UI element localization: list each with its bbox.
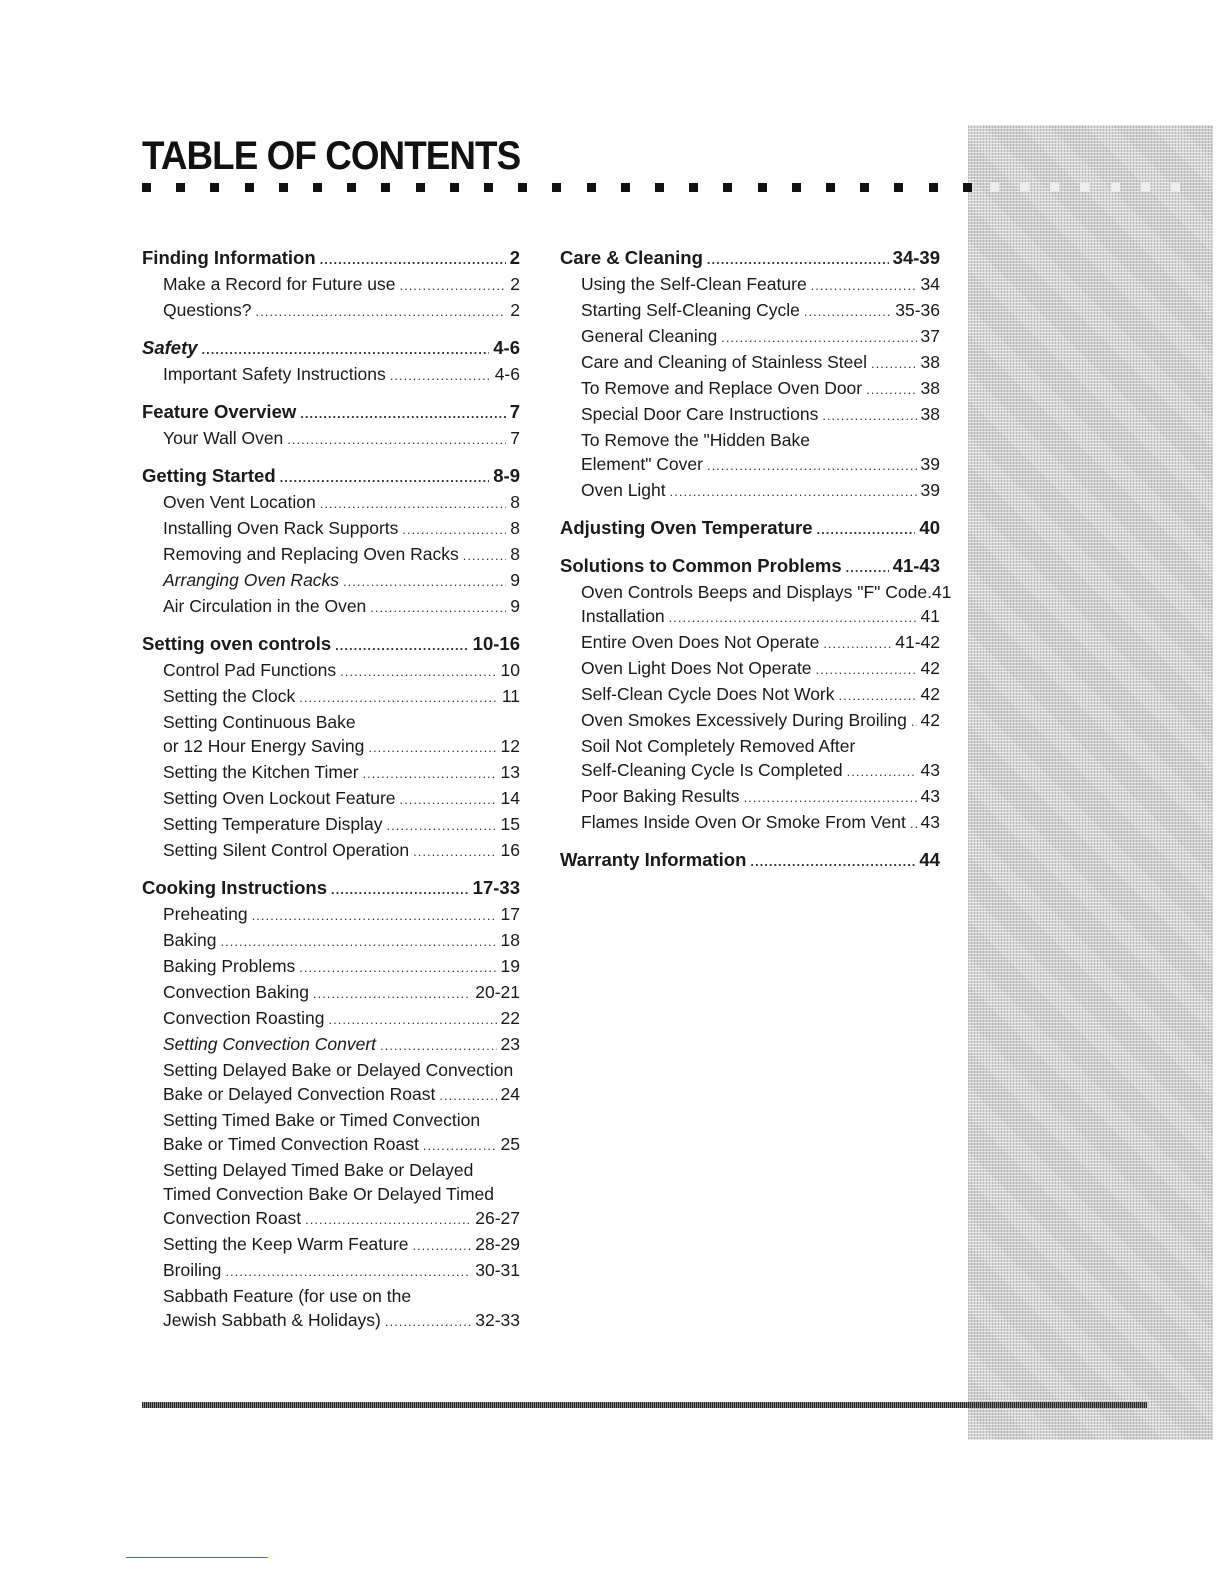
toc-entry-label: Baking Problems [163,956,296,976]
toc-entry-label: Setting Oven Lockout Feature [163,788,396,808]
toc-entry[interactable] [142,490,520,516]
toc-entry[interactable] [142,1206,520,1232]
toc-section [142,246,520,324]
toc-heading-label: Cooking Instructions [142,877,327,898]
toc-entry-label: Arranging Oven Racks [163,570,340,590]
toc-entry-label: Oven Light [581,480,666,500]
decorative-sidebar-band [968,125,1213,1440]
toc-entry-page-number: 13 [500,762,520,782]
toc-entry-leader-dots [343,570,506,594]
toc-heading[interactable] [560,554,940,580]
toc-entry-leader-dots [439,1084,496,1108]
toc-section [560,516,940,542]
toc-entry[interactable] [560,604,940,630]
toc-entry[interactable] [142,1032,520,1058]
toc-heading-leader-dots [300,402,505,426]
toc-heading[interactable] [142,464,520,490]
toc-section [142,400,520,452]
toc-entry-label: Setting Convection Convert [163,1034,377,1054]
toc-entry-label: Installation [581,606,665,626]
toc-entry-page-number: 43 [920,760,940,780]
toc-entry-page-number: 11 [501,686,520,706]
toc-heading-label: Care & Cleaning [560,247,703,268]
toc-entry-line: Timed Convection Bake Or Delayed Timed [163,1184,495,1204]
page-title: TABLE OF CONTENTS [142,134,521,178]
toc-heading-leader-dots [707,248,889,272]
toc-entry-line: To Remove the "Hidden Bake [581,430,810,450]
toc-entry-page-number: 39 [920,454,940,474]
toc-entry-label: Setting the Keep Warm Feature [163,1234,409,1254]
toc-entry-page-number: 39 [920,480,940,500]
toc-section [142,464,520,620]
toc-entry[interactable] [142,684,520,710]
toc-entry[interactable] [142,594,520,620]
toc-entry-line: Setting Delayed Bake or Delayed Convection [163,1060,514,1080]
toc-heading[interactable] [560,848,940,874]
toc-entry-leader-dots [370,596,506,620]
toc-heading-label: Adjusting Oven Temperature [560,517,813,538]
toc-entry-page-number: 43 [920,812,940,832]
toc-heading[interactable] [142,400,520,426]
toc-entry-leader-dots [390,364,491,388]
toc-entry-label: Convection Baking [163,982,309,1002]
toc-entry-leader-dots [299,686,498,710]
toc-entry[interactable] [142,362,520,388]
toc-section [560,246,940,504]
toc-entry-leader-dots [399,274,506,298]
toc-entry-leader-dots [707,454,917,478]
toc-entry-leader-dots [911,710,917,734]
toc-entry[interactable] [142,272,520,298]
toc-heading[interactable] [142,632,520,658]
toc-entry-leader-dots [305,1208,471,1232]
toc-entry-page-number: 9 [510,596,520,616]
toc-entry[interactable] [560,758,940,784]
toc-heading-page-number: 10-16 [472,633,520,654]
toc-entry-label: Flames Inside Oven Or Smoke From Vent [581,812,906,832]
toc-entry-leader-dots [839,684,917,708]
toc-entry-page-number: 43 [920,786,940,806]
toc-entry-label: Jewish Sabbath & Holidays) [163,1310,381,1330]
toc-entry-label: Self-Clean Cycle Does Not Work [581,684,835,704]
toc-entry[interactable] [560,402,940,428]
toc-entry-page-number: 15 [500,814,520,834]
toc-entry-label: Your Wall Oven [163,428,284,448]
toc-entry-page-number: 8 [510,518,520,538]
toc-entry[interactable] [142,426,520,452]
toc-entry-page-number: 23 [500,1034,520,1054]
toc-section [142,336,520,388]
toc-entry-label: Setting the Clock [163,686,296,706]
toc-entry-label: Oven Light Does Not Operate [581,658,812,678]
toc-heading-page-number: 41-43 [892,555,940,576]
toc-entry-label: Poor Baking Results [581,786,740,806]
toc-entry-label: Air Circulation in the Oven [163,596,367,616]
toc-entry-leader-dots [252,904,497,928]
toc-heading[interactable] [560,246,940,272]
toc-entry[interactable] [142,516,520,542]
toc-entry-page-number: 16 [500,840,520,860]
toc-heading-leader-dots [750,850,915,874]
toc-entry-leader-dots [910,812,917,836]
toc-entry-page-number: 42 [920,710,940,730]
toc-heading-leader-dots [335,634,469,658]
toc-entry[interactable] [142,1082,520,1108]
toc-section [142,876,520,1334]
toc-entry[interactable] [560,272,940,298]
toc-heading-label: Warranty Information [560,849,747,870]
toc-heading-leader-dots [846,556,889,580]
toc-entry-label: Oven Controls Beeps and Displays "F" Code [581,582,928,602]
toc-heading-label: Solutions to Common Problems [560,555,842,576]
toc-entry-label: To Remove and Replace Oven Door [581,378,863,398]
toc-entry-label: Convection Roast [163,1208,302,1228]
toc-entry-leader-dots [804,300,891,324]
toc-entry-label: Setting Temperature Display [163,814,383,834]
toc-entry-label: Removing and Replacing Oven Racks [163,544,459,564]
toc-entry-page-number: 42 [920,658,940,678]
toc-heading-page-number: 8-9 [493,465,520,486]
footer-link-underline [126,1557,268,1558]
toc-entry[interactable] [142,298,520,324]
toc-entry-page-number: 7 [510,428,520,448]
toc-section [560,554,952,836]
toc-entry-leader-dots [822,404,916,428]
toc-entry-page-number: 10 [500,660,520,680]
toc-heading-page-number: 44 [919,849,940,870]
toc-entry[interactable] [142,1308,520,1334]
toc-entry-dots: . [927,582,932,602]
toc-heading-leader-dots [280,466,490,490]
toc-entry-label: Bake or Timed Convection Roast [163,1134,419,1154]
toc-entry[interactable] [560,350,940,376]
toc-entry[interactable] [560,478,940,504]
toc-entry-label: Setting Silent Control Operation [163,840,410,860]
toc-entry-label: Control Pad Functions [163,660,337,680]
toc-heading-leader-dots [331,878,469,902]
toc-entry[interactable] [142,980,520,1006]
toc-entry[interactable] [142,1258,520,1284]
toc-heading-page-number: 34-39 [892,247,940,268]
toc-entry-leader-dots [823,632,891,656]
toc-heading-leader-dots [817,518,916,542]
toc-entry-label: Broiling [163,1260,222,1280]
toc-entry[interactable] [142,812,520,838]
toc-entry-leader-dots [816,658,917,682]
toc-entry[interactable] [142,954,520,980]
toc-entry-label: Element" Cover [581,454,703,474]
toc-entry[interactable] [560,376,940,402]
toc-entry[interactable] [142,928,520,954]
toc-entry-page-number: 20-21 [475,982,520,1002]
toc-entry-leader-dots [721,326,916,350]
toc-entry-label: Care and Cleaning of Stainless Steel [581,352,868,372]
toc-entry-leader-dots [402,518,506,542]
toc-heading-page-number: 2 [509,247,520,268]
toc-entry[interactable] [142,838,520,864]
toc-entry-page-number: 38 [920,404,940,424]
toc-entry-page-number: 25 [500,1134,520,1154]
toc-heading-page-number: 40 [919,517,940,538]
toc-entry-leader-dots [221,930,497,954]
toc-entry-label: or 12 Hour Energy Saving [163,736,365,756]
toc-section [560,848,940,874]
toc-entry-leader-dots [412,1234,471,1258]
toc-entry[interactable] [142,902,520,928]
toc-heading-label: Safety [142,337,198,358]
toc-entry-leader-dots [866,378,916,402]
toc-entry-page-number: 17 [500,904,520,924]
toc-entry[interactable] [142,760,520,786]
toc-entry-leader-dots [400,788,497,812]
toc-entry-page-number: 9 [510,570,520,590]
toc-heading-leader-dots [320,248,506,272]
toc-entry[interactable] [560,656,940,682]
toc-entry[interactable] [560,580,952,604]
toc-entry-label: Make a Record for Future use [163,274,396,294]
toc-entry-page-number: 18 [500,930,520,950]
toc-entry-line: Setting Timed Bake or Timed Convection [163,1110,481,1130]
toc-heading[interactable] [142,876,520,902]
toc-entry-page-number: 14 [500,788,520,808]
bottom-rule [142,1402,1147,1408]
toc-entry-line: Sabbath Feature (for use on the [163,1286,412,1306]
toc-entry-leader-dots [387,814,497,838]
toc-entry-page-number: 8 [510,492,520,512]
toc-heading-leader-dots [202,338,490,362]
toc-entry-label: Installing Oven Rack Supports [163,518,399,538]
toc-entry-line: Soil Not Completely Removed After [581,736,856,756]
toc-entry-page-number: 34 [920,274,940,294]
toc-entry-page-number: 24 [500,1084,520,1104]
toc-entry-label: Oven Vent Location [163,492,316,512]
toc-entry-leader-dots [368,736,496,760]
toc-heading-page-number: 7 [509,401,520,422]
toc-entry-label: Self-Cleaning Cycle Is Completed [581,760,843,780]
toc-entry-leader-dots [413,840,496,864]
toc-entry-page-number: 35-36 [895,300,940,320]
toc-entry-page-number: 26-27 [475,1208,520,1228]
toc-entry-label: Important Safety Instructions [163,364,386,384]
toc-entry-label: General Cleaning [581,326,718,346]
toc-entry-page-number: 30-31 [475,1260,520,1280]
toc-heading-label: Setting oven controls [142,633,332,654]
toc-entry-leader-dots [423,1134,497,1158]
toc-entry-leader-dots [363,762,497,786]
toc-entry-page-number: 4-6 [494,364,520,384]
toc-entry-label: Using the Self-Clean Feature [581,274,807,294]
toc-entry-label: Oven Smokes Excessively During Broiling [581,710,907,730]
toc-entry[interactable] [142,734,520,760]
toc-entry-leader-dots [380,1034,496,1058]
toc-entry-label: Convection Roasting [163,1008,325,1028]
toc-heading-label: Feature Overview [142,401,297,422]
toc-entry[interactable] [142,1132,520,1158]
toc-entry-leader-dots [670,480,917,504]
title-bullet-rule [142,183,972,195]
toc-entry-label: Starting Self-Cleaning Cycle [581,300,800,320]
toc-entry-page-number: 8 [510,544,520,564]
toc-heading[interactable] [142,336,520,362]
toc-entry-leader-dots [385,1310,471,1334]
toc-entry-leader-dots [463,544,507,568]
toc-entry-label: Baking [163,930,217,950]
toc-entry[interactable] [560,298,940,324]
toc-entry-page-number: 42 [920,684,940,704]
toc-entry-label: Setting the Kitchen Timer [163,762,359,782]
toc-entry-label: Bake or Delayed Convection Roast [163,1084,436,1104]
toc-entry[interactable] [142,568,520,594]
toc-entry-leader-dots [328,1008,496,1032]
toc-entry-page-number: 19 [500,956,520,976]
toc-entry[interactable] [142,786,520,812]
toc-entry-page-number: 12 [500,736,520,756]
toc-entry-leader-dots [847,760,917,784]
toc-heading-label: Getting Started [142,465,276,486]
toc-heading[interactable] [142,246,520,272]
toc-heading[interactable] [560,516,940,542]
toc-entry-page-number: 37 [920,326,940,346]
toc-entry-leader-dots [287,428,506,452]
toc-entry-page-number: 38 [920,352,940,372]
toc-heading-page-number: 4-6 [493,337,520,358]
toc-entry-leader-dots [299,956,496,980]
toc-entry-page-number: 41 [920,606,940,626]
sidebar-bullet-rule [990,183,1180,195]
toc-entry-line: Setting Continuous Bake [163,712,356,732]
toc-entry[interactable] [560,630,940,656]
toc-entry-leader-dots [669,606,917,630]
toc-entry[interactable] [560,708,940,734]
toc-entry-page-number: 41-42 [895,632,940,652]
toc-entry-leader-dots [225,1260,471,1284]
toc-entry[interactable] [142,542,520,568]
toc-entry-line: Setting Delayed Timed Bake or Delayed [163,1160,474,1180]
toc-heading-page-number: 17-33 [472,877,520,898]
toc-entry[interactable] [560,452,940,478]
toc-entry-label: Special Door Care Instructions [581,404,819,424]
toc-entry-leader-dots [811,274,917,298]
toc-entry[interactable] [560,682,940,708]
toc-entry[interactable] [560,810,940,836]
toc-entry-page-number: 2 [510,274,520,294]
toc-left-column [142,246,520,1346]
toc-entry-label: Entire Oven Does Not Operate [581,632,820,652]
toc-entry-leader-dots [340,660,496,684]
toc-entry[interactable] [142,658,520,684]
toc-entry-leader-dots [744,786,917,810]
toc-entry-page-number: 2 [510,300,520,320]
toc-entry-leader-dots [871,352,917,376]
toc-entry-page-number: 38 [920,378,940,398]
toc-entry-page-number: 22 [500,1008,520,1028]
toc-entry-label: Preheating [163,904,248,924]
toc-entry-label: Questions? [163,300,252,320]
toc-entry-leader-dots [313,982,471,1006]
toc-entry[interactable] [142,1006,520,1032]
toc-section [142,632,520,864]
toc-entry[interactable] [142,1232,520,1258]
toc-entry-page-number: 41 [931,582,952,602]
toc-entry[interactable] [560,784,940,810]
toc-right-column [560,246,952,886]
toc-entry-leader-dots [320,492,507,516]
toc-entry[interactable] [560,324,940,350]
toc-heading-label: Finding Information [142,247,316,268]
toc-entry-page-number: 28-29 [475,1234,520,1254]
toc-entry-page-number: 32-33 [475,1310,520,1330]
toc-entry-leader-dots [256,300,507,324]
